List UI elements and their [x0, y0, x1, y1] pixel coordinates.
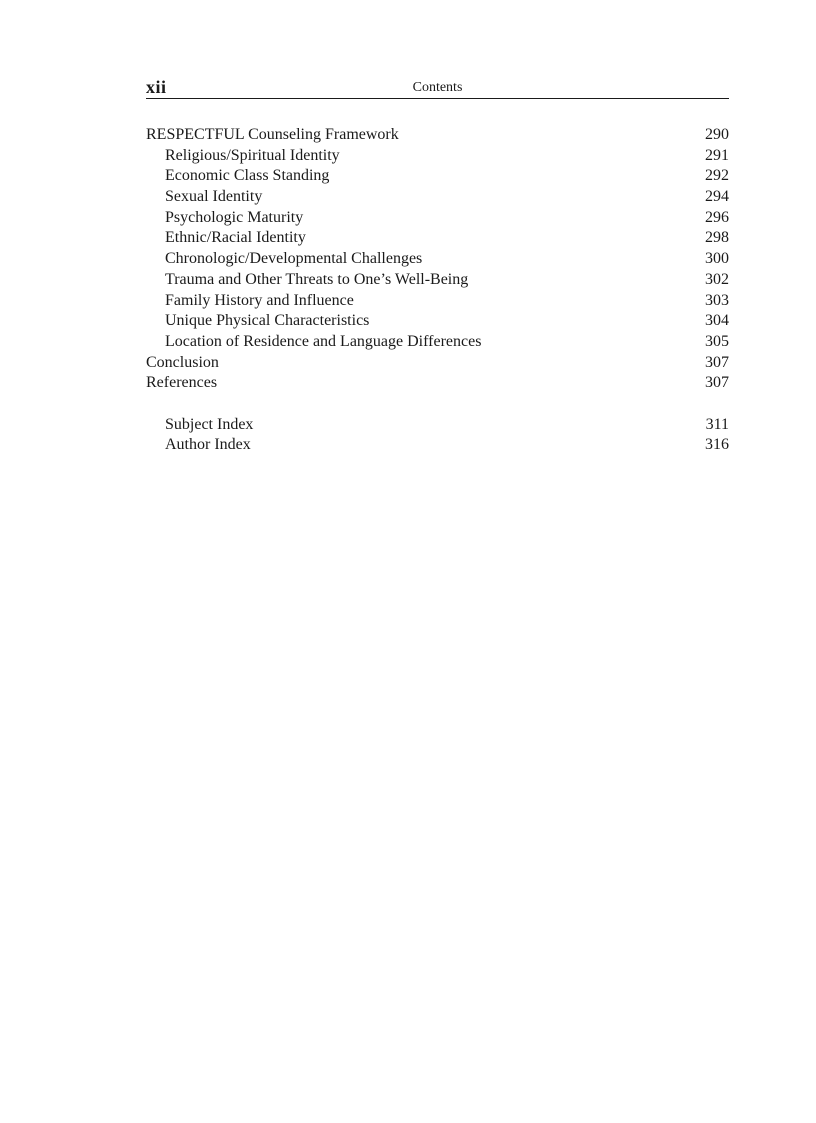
running-title: Contents [412, 80, 463, 95]
toc-entry-page: 300 [705, 250, 729, 268]
toc-entry [146, 166, 729, 187]
toc-entry [146, 332, 729, 353]
toc-entry [146, 146, 729, 167]
toc-entry-title: Chronologic/Developmental Challenges [165, 250, 423, 268]
toc-entry [146, 291, 729, 312]
toc-entry-page: 303 [705, 291, 729, 309]
toc-entry-title: Religious/Spiritual Identity [165, 146, 340, 164]
toc-entry-title: Trauma and Other Threats to One’s Well-Being [165, 270, 469, 288]
page [146, 76, 729, 456]
toc-entry [146, 228, 729, 249]
page-number: xii [146, 77, 167, 97]
toc-entry-title: Ethnic/Racial Identity [165, 229, 306, 247]
toc-entry-title: Family History and Influence [165, 291, 354, 309]
toc-entry-page: 292 [705, 167, 729, 185]
toc-entry-title: Author Index [165, 436, 251, 454]
toc-entry [146, 373, 729, 394]
toc-entry-title: RESPECTFUL Counseling Framework [146, 126, 399, 143]
toc-entry [146, 311, 729, 332]
toc-entry-title: Conclusion [146, 353, 219, 371]
toc-entry-page: 294 [705, 188, 729, 206]
toc-entry-index [146, 435, 729, 456]
toc-entry-title: Location of Residence and Language Differences [165, 332, 482, 350]
toc-entry-index [146, 415, 729, 436]
toc-entry-title: Economic Class Standing [165, 167, 330, 185]
toc-entry-title: Psychologic Maturity [165, 208, 304, 226]
toc-entry-page: 296 [705, 208, 729, 226]
toc-entry [146, 125, 729, 146]
toc-spacer [146, 394, 729, 415]
toc-entry-title: Subject Index [165, 415, 254, 433]
toc-entry-page: 291 [705, 146, 729, 164]
toc-entry-page: 307 [705, 353, 729, 371]
toc-entry-page: 307 [705, 374, 729, 392]
toc-entry-title: Sexual Identity [165, 188, 263, 206]
toc-entry-page: 305 [705, 332, 729, 350]
table-of-contents [146, 125, 729, 456]
toc-entry-title: Unique Physical Characteristics [165, 312, 370, 330]
toc-entry-page: 290 [705, 126, 729, 143]
toc-entry-page: 316 [705, 436, 729, 454]
toc-entry-page: 298 [705, 229, 729, 247]
toc-entry [146, 270, 729, 291]
toc-entry-page: 302 [705, 270, 729, 288]
toc-entry-title: References [146, 374, 218, 392]
toc-entry-page: 311 [705, 415, 729, 433]
toc-entry [146, 249, 729, 270]
toc-entry-page: 304 [705, 312, 729, 330]
running-head [146, 76, 729, 99]
toc-entry [146, 353, 729, 374]
toc-entry [146, 187, 729, 208]
toc-entry [146, 208, 729, 229]
